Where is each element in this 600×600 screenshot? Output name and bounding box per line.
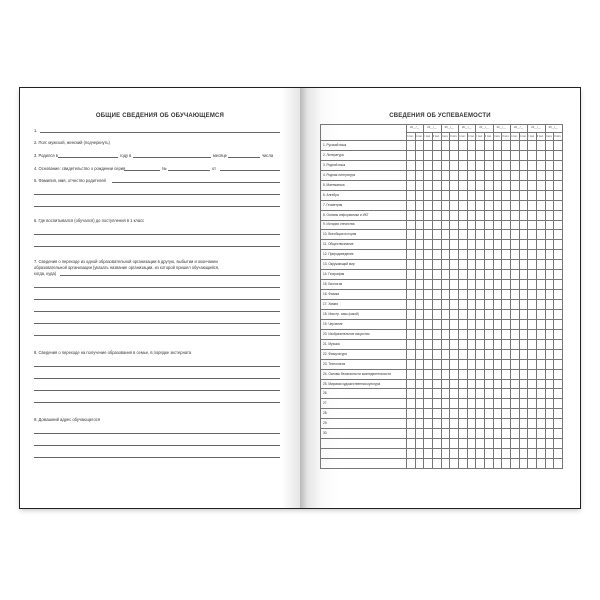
performance-title: СВЕДЕНИЯ ОБ УСПЕВАЕМОСТИ [389,113,491,119]
year-header: 20__/__ [461,126,472,129]
half-year-header: I пол. [441,134,449,138]
table-row-line [320,438,562,439]
item-7-label-2: образовательной организации (указать название организации, из которой пришел обучающийся, [34,265,220,270]
item-5-label: 5. Фамилия, имя, отчество родителей [34,178,106,183]
item-6-label: 6. Где воспитывался (обучался) до поступления в 1 класс [34,218,145,223]
year-column-divider [441,124,442,468]
subject-label: 10. Всеобщая история [323,232,357,237]
table-row-line [320,269,562,270]
half-year-header: II пол. [432,134,440,138]
subject-label: 16. Физика [323,292,340,297]
year-header: 20__/__ [548,126,559,129]
table-border-bottom [320,468,562,469]
table-row-line [320,448,562,449]
table-row-line [320,150,562,151]
table-row-line [320,329,562,330]
table-row-line [320,289,562,290]
table-row-line [320,190,562,191]
subject-label: 17. Химия [323,302,338,306]
item-8-line-4[interactable] [34,402,280,403]
item-1-line[interactable] [40,132,280,133]
item-7-line-2[interactable] [34,287,280,288]
table-row-line [320,349,562,350]
item-3-year-line[interactable] [58,157,118,158]
table-row-line [320,210,562,211]
table-row-line [320,408,562,409]
left-page [20,88,300,508]
half-year-header: II пол. [467,134,475,138]
item-5-line-2[interactable] [34,194,280,195]
half-year-header: I пол. [476,134,483,138]
table-row-line [320,299,562,300]
general-info-title: ОБЩИЕ СВЕДЕНИЯ ОБ ОБУЧАЮЩЕМСЯ [95,113,225,119]
table-row-line [320,379,562,380]
table-row-line [320,458,562,459]
year-column-divider [510,124,511,468]
item-9-line-1[interactable] [34,433,280,434]
subject-column-divider [406,124,407,468]
right-page [300,88,580,508]
subject-label: 6. Алгебра [323,192,339,197]
year-header: 20__/__ [531,126,541,129]
table-row-line [320,239,562,240]
year-header: 20__/__ [444,126,455,129]
item-4-label: 4. Основание: свидетельство о рождении серия [34,166,126,171]
header-divider-2 [320,140,562,141]
item-4-number-label: № [162,166,167,171]
half-year-header: I пол. [424,134,431,138]
item-7-line-6[interactable] [34,335,280,336]
year-column-divider [527,124,528,468]
item-7-line-3[interactable] [34,299,280,300]
table-row-line [320,180,562,181]
item-7-label-1: 7. Сведения о переходе из одной образовательной организации в другую, выбытии и окончании [34,259,218,264]
item-8-line-2[interactable] [34,378,280,379]
table-row-line [320,428,562,429]
year-header: 20__/__ [479,126,489,129]
item-3-month-label: месяце [213,153,227,158]
subject-label: 15. Биология [323,282,343,287]
year-header: 20__/__ [427,126,437,129]
table-border-left [320,124,321,468]
half-year-header: I пол. [545,134,553,138]
subject-label: 29. [323,421,328,426]
table-row-line [320,359,562,360]
item-8-line-3[interactable] [34,390,280,391]
table-row-line [320,339,562,340]
table-row-line [320,388,562,389]
subject-label: 5. Математика [323,182,345,187]
item-2-label: 2. Пол: мужской, женский (подчеркнуть) [34,140,110,145]
item-6-line-2[interactable] [34,246,280,247]
year-header: 20__/__ [496,126,507,129]
table-row-line [320,309,562,310]
subject-label: 19. Черчение [323,321,343,326]
item-5-line-1[interactable] [112,182,280,183]
subject-label: 23. Технология [323,361,346,366]
item-9-line-3[interactable] [34,457,280,458]
item-8-label: 8. Сведения о переходе на получение образования в семье, в порядке экстерната [34,350,192,355]
year-column-divider [475,124,476,468]
item-1-label: 1. [34,128,38,133]
half-year-header: II пол. [502,134,510,138]
item-9-line-2[interactable] [34,445,280,446]
half-year-header: II пол. [536,134,544,138]
half-year-header: I пол. [407,134,414,138]
table-row-line [320,170,562,171]
year-column-divider [423,124,424,468]
half-year-header: I пол. [511,134,518,138]
item-8-line-1[interactable] [34,366,280,367]
year-column-divider [545,124,546,468]
item-9-label: 9. Домашний адрес обучающегося [34,417,100,422]
half-year-header: I пол. [528,134,535,138]
item-4-from-label: от [212,166,217,171]
subject-label: 25. Мировая художественная культура [323,381,381,386]
subject-label: 30. [323,431,328,436]
item-7-line-5[interactable] [34,323,280,324]
subject-label: 22. Физкультура [323,351,347,356]
half-year-header: II пол. [519,134,527,138]
half-year-header: II пол. [484,134,492,138]
table-row-line [320,229,562,230]
subject-label: 28. [323,411,328,416]
subject-label: 11. Обществознание [323,242,354,247]
table-row-line [320,249,562,250]
item-4-series-line[interactable] [124,170,160,171]
half-year-header: II пол. [415,134,423,138]
item-3-day-label: числа [262,153,274,158]
subject-label: 14. География [323,272,345,277]
table-row-line [320,418,562,419]
subject-label: 3. Родной язык [323,162,346,167]
header-divider-1 [406,132,562,133]
subject-label: 8. Основы информатики и ИКТ [323,212,369,217]
subject-label: 21. Музыка [323,341,340,346]
subject-label: 26. [323,391,328,396]
item-6-line-1[interactable] [34,234,280,235]
table-row-line [320,279,562,280]
item-4-number-line[interactable] [168,170,210,171]
subject-label: 27. [323,401,328,406]
year-column-divider [493,124,494,468]
subject-label: 20. Изобразительное искусство [323,331,370,336]
table-row-line [320,398,562,399]
table-row-line [320,259,562,260]
table-border-right [562,124,563,469]
item-7-line-4[interactable] [34,311,280,312]
item-3-day-line[interactable] [228,157,260,158]
year-column-divider [458,124,459,468]
subject-label: 24. Основы безопасности жизнедеятельности [323,371,392,376]
half-year-header: I пол. [493,134,501,138]
year-header: 20__/__ [513,126,524,129]
half-year-header: II пол. [450,134,458,138]
table-row-line [320,200,562,201]
item-3-label: 3. Родился в [34,153,58,158]
grades-table [320,124,562,468]
subject-label: 2. Литература [323,152,344,157]
item-7-label-3: когда, куда) [34,271,57,276]
table-row-line [320,220,562,221]
half-year-header: II пол. [554,134,562,138]
item-4-from-line[interactable] [220,170,280,171]
subject-label: 18. Иностр. язык (какой) [323,311,359,316]
subject-label: 13. Окружающий мир [323,262,355,267]
subject-label: 12. Природоведение [323,252,354,257]
subject-label: 4. Родная литература [323,172,356,177]
half-year-header: I пол. [459,134,466,138]
item-5-line-3[interactable] [34,206,280,207]
table-row-line [320,160,562,161]
item-3-year-label: году в [120,153,132,158]
register-spread [20,88,580,508]
table-row-line [320,369,562,370]
subject-label: 7. Геометрия [323,202,343,207]
year-header: 20__/__ [409,126,420,129]
table-row-line [320,319,562,320]
subject-label: 1. Русский язык [323,142,347,147]
subject-label: 9. История отечества [323,222,355,227]
item-3-month-line[interactable] [133,157,211,158]
item-7-line-1[interactable] [60,275,280,276]
